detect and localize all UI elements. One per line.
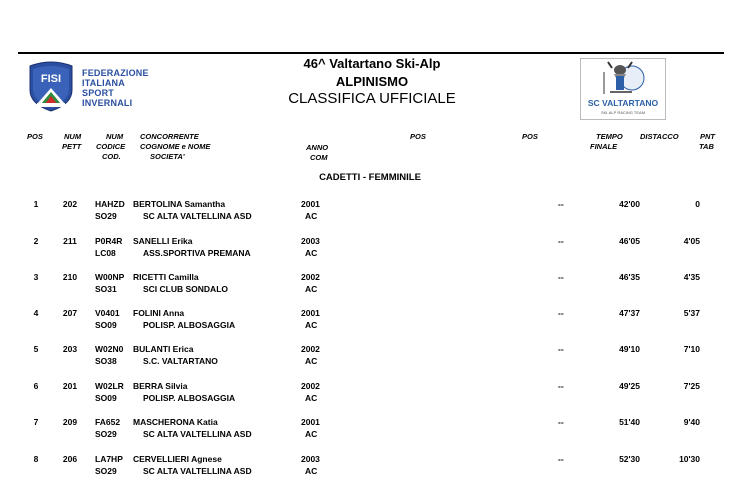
- table-row: [0, 235, 741, 265]
- row-dash: --: [558, 381, 564, 391]
- row-final-time: 46'05: [619, 236, 640, 246]
- row-gap: 4'05: [683, 236, 700, 246]
- row-society-code: SO38: [95, 356, 117, 366]
- row-year: 2001: [301, 199, 320, 209]
- row-position: 8: [33, 454, 39, 464]
- row-athlete-name: FOLINI Anna: [133, 308, 185, 318]
- row-position: 3: [33, 272, 39, 282]
- row-bib: 202: [62, 199, 78, 209]
- fisi-line-4: INVERNALI: [82, 98, 133, 108]
- row-bib: 211: [63, 236, 77, 246]
- row-athlete-name: CERVELLIERI Agnese: [133, 454, 222, 464]
- row-gap: 7'10: [683, 344, 700, 354]
- row-code: HAHZD: [95, 199, 125, 209]
- row-committee: AC: [305, 320, 318, 330]
- row-position: 5: [33, 344, 39, 354]
- row-year: 2002: [301, 272, 320, 282]
- row-bib: 201: [62, 381, 78, 391]
- fisi-logo-letters: FISI: [40, 73, 62, 85]
- table-row: [0, 380, 741, 410]
- row-gap: 0: [695, 199, 700, 209]
- row-year: 2001: [301, 308, 320, 318]
- row-code: W02LR: [95, 381, 124, 391]
- row-committee: AC: [305, 356, 318, 366]
- row-dash: --: [558, 344, 564, 354]
- top-rule: [18, 52, 724, 54]
- col-pnt: PNT: [700, 132, 715, 141]
- row-year: 2002: [301, 344, 320, 354]
- row-athlete-name: RICETTI Camilla: [133, 272, 199, 282]
- col-codice: CODICE: [96, 142, 126, 151]
- row-year: 2003: [301, 236, 320, 246]
- row-society: POLISP. ALBOSAGGIA: [143, 320, 236, 330]
- col-pos: POS: [27, 132, 43, 141]
- row-society-code: LC08: [95, 248, 116, 258]
- row-gap: 7'25: [683, 381, 700, 391]
- sc-valtartano-logo-icon: [580, 58, 666, 120]
- row-code: LA7HP: [95, 454, 123, 464]
- row-gap: 5'37: [683, 308, 700, 318]
- col-concorrente: CONCORRENTE: [140, 132, 199, 141]
- col-tab: TAB: [699, 142, 714, 151]
- row-society-code: SO29: [95, 211, 117, 221]
- row-society-code: SO29: [95, 466, 117, 476]
- row-dash: --: [558, 272, 564, 282]
- row-position: 6: [33, 381, 39, 391]
- row-year: 2003: [301, 454, 320, 464]
- row-society: SC ALTA VALTELLINA ASD: [143, 466, 252, 476]
- document-title: CLASSIFICA UFFICIALE: [288, 90, 456, 107]
- row-code: W02N0: [95, 344, 124, 354]
- fisi-name: [82, 68, 149, 108]
- row-society: SC ALTA VALTELLINA ASD: [143, 429, 252, 439]
- row-society: SC ALTA VALTELLINA ASD: [143, 211, 252, 221]
- row-society-code: SO09: [95, 393, 117, 403]
- fisi-logo-icon: [27, 60, 75, 112]
- row-committee: AC: [305, 248, 318, 258]
- table-row: [0, 198, 741, 228]
- col-pos-2: POS: [410, 132, 426, 141]
- row-society-code: SO31: [95, 284, 117, 294]
- row-dash: --: [558, 454, 564, 464]
- col-cognome-nome: COGNOME e NOME: [140, 142, 211, 151]
- row-final-time: 49'25: [619, 381, 640, 391]
- row-society: SCI CLUB SONDALO: [143, 284, 228, 294]
- row-society-code: SO29: [95, 429, 117, 439]
- row-code: FA652: [95, 417, 121, 427]
- table-row: [0, 453, 741, 483]
- row-year: 2002: [301, 381, 320, 391]
- col-pos-3: POS: [522, 132, 538, 141]
- table-row: [0, 416, 741, 446]
- row-athlete-name: BERTOLINA Samantha: [133, 199, 226, 209]
- row-final-time: 42'00: [619, 199, 640, 209]
- table-row: [0, 271, 741, 301]
- row-gap: 4'35: [683, 272, 700, 282]
- club-logo-subtext: SKI-ALP RACING TEAM: [600, 110, 646, 115]
- row-athlete-name: BERRA Silvia: [133, 381, 188, 391]
- row-gap: 9'40: [683, 417, 700, 427]
- col-num-2: NUM: [106, 132, 124, 141]
- row-position: 7: [33, 417, 39, 427]
- row-final-time: 47'37: [619, 308, 640, 318]
- row-final-time: 49'10: [619, 344, 640, 354]
- club-logo-text: SC VALTARTANO: [587, 98, 659, 108]
- row-final-time: 51'40: [619, 417, 640, 427]
- row-athlete-name: BULANTI Erica: [133, 344, 194, 354]
- row-committee: AC: [305, 429, 318, 439]
- row-position: 2: [33, 236, 39, 246]
- fisi-line-3: SPORT: [82, 88, 115, 98]
- col-tempo: TEMPO: [596, 132, 623, 141]
- row-committee: AC: [305, 393, 318, 403]
- table-row: [0, 307, 741, 337]
- fisi-line-2: ITALIANA: [82, 78, 125, 88]
- col-com: COM: [310, 153, 328, 162]
- event-subtitle: ALPINISMO: [335, 74, 409, 89]
- col-cod: COD.: [102, 152, 121, 161]
- row-dash: --: [558, 417, 564, 427]
- row-athlete-name: SANELLI Erika: [133, 236, 193, 246]
- row-society: S.C. VALTARTANO: [143, 356, 218, 366]
- row-code: V0401: [95, 308, 120, 318]
- col-anno: ANNO: [306, 143, 329, 152]
- row-dash: --: [558, 199, 564, 209]
- col-num: NUM: [64, 132, 82, 141]
- row-society: POLISP. ALBOSAGGIA: [143, 393, 236, 403]
- row-committee: AC: [305, 284, 318, 294]
- table-row: [0, 343, 741, 373]
- col-pett: PETT: [62, 142, 82, 151]
- row-code: W00NP: [95, 272, 125, 282]
- col-finale: FINALE: [590, 142, 618, 151]
- row-final-time: 52'30: [619, 454, 640, 464]
- row-dash: --: [558, 236, 564, 246]
- row-gap: 10'30: [679, 454, 700, 464]
- row-position: 4: [33, 308, 39, 318]
- fisi-line-1: FEDERAZIONE: [82, 68, 149, 78]
- row-year: 2001: [301, 417, 320, 427]
- row-bib: 210: [62, 272, 78, 282]
- row-bib: 206: [62, 454, 78, 464]
- col-societa: SOCIETA': [150, 152, 185, 161]
- row-bib: 209: [62, 417, 78, 427]
- category-heading: CADETTI - FEMMINILE: [319, 172, 421, 183]
- row-code: P0R4R: [95, 236, 123, 246]
- event-title: 46^ Valtartano Ski-Alp: [303, 56, 441, 71]
- col-distacco: DISTACCO: [640, 132, 679, 141]
- row-society: ASS.SPORTIVA PREMANA: [143, 248, 251, 258]
- row-final-time: 46'35: [619, 272, 640, 282]
- row-dash: --: [558, 308, 564, 318]
- row-society-code: SO09: [95, 320, 117, 330]
- row-athlete-name: MASCHERONA Katia: [133, 417, 218, 427]
- row-position: 1: [33, 199, 39, 209]
- row-bib: 207: [62, 308, 78, 318]
- row-bib: 203: [62, 344, 78, 354]
- row-committee: AC: [305, 211, 318, 221]
- row-committee: AC: [305, 466, 318, 476]
